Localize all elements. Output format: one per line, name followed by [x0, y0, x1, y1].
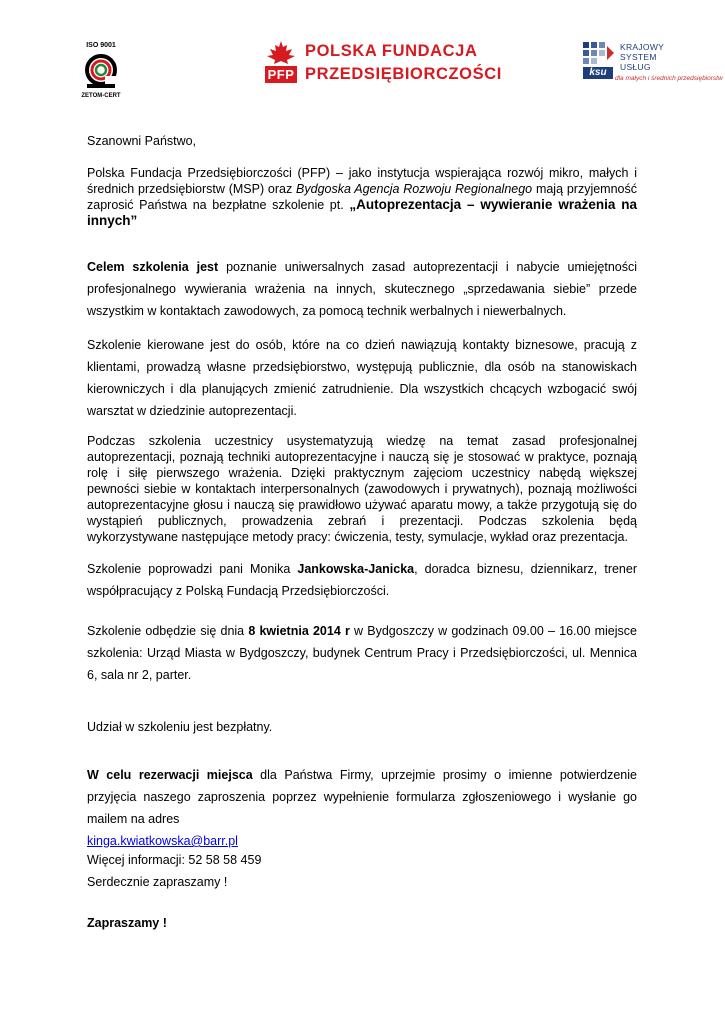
invitation-text: Serdecznie zapraszamy ! [87, 875, 228, 889]
audience-paragraph: Szkolenie kierowane jest do osób, które na co dzień nawiązują kontakty biznesowe, pracują z klientami, prowadzą własne przedsiębiorstwo, występują publicznie, dla osób na stanowiskach kierowniczych i dla planujących zmienić zatrudnienie. Dla wszystkich chcących wzbogacić swój warsztat w dziedzinie autoprezentacji. [87, 338, 637, 418]
ksu-logo [583, 42, 723, 88]
schedule-text-b: w Bydgoszczy w godzinach 09.00 – 16.00 miejsce szkolenia: Urząd Miasta w Bydgoszczy, budynek Centrum Pracy i Przedsiębiorczości, ul. Mennica 6, sala nr 2, parter. [87, 624, 637, 682]
trainer-name: Jankowska-Janicka [297, 562, 415, 576]
goal-paragraph [87, 256, 637, 322]
contact-email-link[interactable]: kinga.kwiatkowska@barr.pl [87, 834, 238, 848]
pfp-logo [263, 40, 502, 88]
more-info: Więcej informacji: 52 58 58 459 [87, 853, 262, 867]
pfp-name-line2: PRZEDSIĘBIORCZOŚCI [305, 65, 502, 83]
intro-paragraph [87, 165, 637, 229]
intro-text-b: mają przyjemność zaprosić Państwa na bezpłatne szkolenie pt. [87, 182, 637, 212]
maple-leaf-icon [265, 40, 297, 66]
intro-text-a: Polska Fundacja Przedsiębiorczości (PFP) – jako instytucja wspierająca rozwój mikro, małych i średnich przedsiębiorstw (MSP) oraz [87, 166, 637, 196]
pfp-badge: PFP [265, 66, 297, 83]
ksu-word-1: KRAJOWY [620, 42, 665, 52]
training-date: 8 kwietnia 2014 r [248, 624, 350, 638]
trainer-text-b: , doradca biznesu, dziennikarz, trener współpracujący z Polską Fundacją Przedsiębiorczości. [87, 562, 637, 598]
training-title: „Autoprezentacja – wywieranie wrażenia na innych” [87, 197, 637, 228]
program-paragraph: Podczas szkolenia uczestnicy usystematyzują wiedzę na temat zasad profesjonalnej autoprezentacji, poznają techniki autoprezentacyjne i nauczą się je stosować w praktyce, poznają rolę i siłę pierwszego wrażenia. Dzięki praktycznym zajęciom uczestnicy nabędą większej pewności siebie w kontaktach interpersonalnych (zawodowych i prywatnych), poznają możliwości autoprezentacyjne głosu i nauczą się prawidłowo używać aparatu mowy, a także przygotują się do wystąpień publicznych, prowadzenia zebrań i prezentacji. Podczas szkolenia będą wykorzystywane następujące metody pracy: ćwiczenia, testy, symulacje, wykład oraz prezentacja. [87, 434, 637, 544]
ksu-subtitle: dla małych i średnich przedsiębiorstw [615, 75, 723, 82]
reservation-lead: W celu rezerwacji miejsca [87, 768, 253, 782]
iso-title: ISO 9001 [86, 42, 116, 49]
goal-text: poznanie uniwersalnych zasad autoprezentacji i nabycie umiejętności profesjonalnego wywierania wrażenia na innych, skutecznego „sprzedawania siebie” przede wszystkim w kontaktach zawodowych, za pomocą technik werbalnych i niewerbalnych. [87, 260, 637, 318]
greeting: Szanowni Państwo, [87, 134, 197, 148]
ksu-words [620, 42, 664, 72]
schedule-text-a: Szkolenie odbędzie się dnia [87, 624, 249, 638]
schedule-paragraph [87, 620, 637, 686]
partner-organization: Bydgoska Agencja Rozwoju Regionalnego [296, 182, 533, 196]
ksu-grid-icon [583, 42, 615, 66]
iso-mark-icon [85, 52, 117, 92]
free-participation-note: Udział w szkoleniu jest bezpłatny. [87, 720, 273, 734]
trainer-text-a: Szkolenie poprowadzi pani Monika [87, 562, 298, 576]
iso-caption: ZETOM-CERT [81, 93, 121, 99]
ksu-word-2: SYSTEM [620, 52, 657, 62]
iso-certificate-logo [70, 42, 132, 102]
pfp-name-line1: POLSKA FUNDACJA [305, 42, 478, 60]
ksu-word-3: USŁUG [620, 62, 651, 72]
goal-lead: Celem szkolenia jest [87, 260, 219, 274]
reservation-text: dla Państwa Firmy, uprzejmie prosimy o imienne potwierdzenie przyjęcia naszego zaproszenia poprzez wypełnienie formularza zgłoszeniowego i wysłanie go mailem na adres [87, 768, 637, 826]
trainer-paragraph [87, 558, 637, 602]
reservation-paragraph [87, 764, 637, 852]
closing: Zapraszamy ! [87, 916, 167, 930]
ksu-tag: ksu [583, 67, 613, 79]
